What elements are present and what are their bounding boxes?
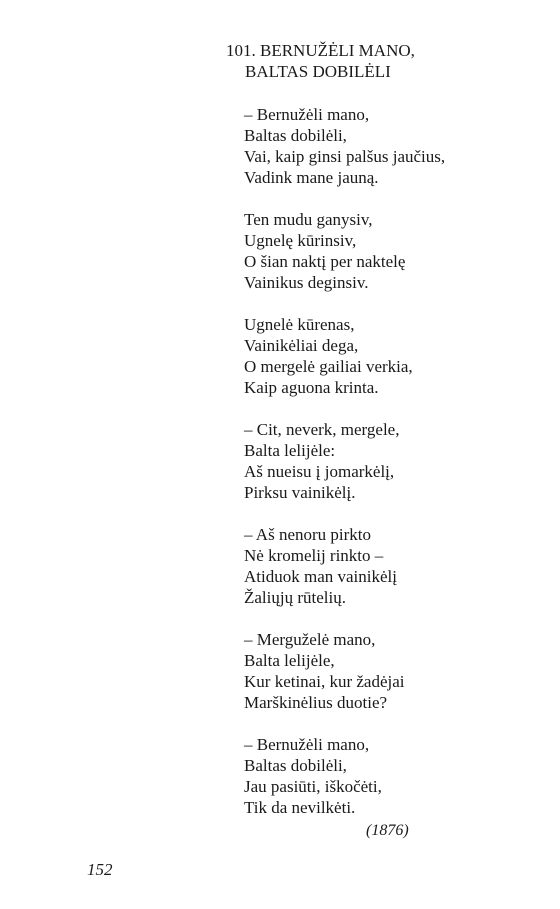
verse-line: Vainikus deginsiv. — [244, 273, 369, 292]
verse-line: Ten mudu ganysiv, — [244, 210, 373, 229]
stanza-1 — [244, 104, 445, 188]
stanza-2 — [244, 209, 445, 293]
verse-line: Baltas dobilėli, — [244, 126, 347, 145]
verse-line: Nė kromelij rinkto – — [244, 546, 384, 565]
verse-line: – Merguželė mano, — [244, 630, 376, 649]
verse-line: – Cit, neverk, mergele, — [244, 420, 400, 439]
verse-line: Atiduok man vainikėlį — [244, 567, 397, 586]
poem-title — [226, 40, 415, 82]
stanza-3 — [244, 314, 445, 398]
verse-line: Žaliųjų rūtelių. — [244, 588, 346, 607]
page-number: 152 — [87, 860, 113, 879]
verse-line: Ugnelė kūrenas, — [244, 315, 355, 334]
verse-line: O mergelė gailiai verkia, — [244, 357, 413, 376]
stanza-6 — [244, 629, 445, 713]
verse-line: – Aš nenoru pirkto — [244, 525, 372, 544]
poem-year: (1876) — [366, 822, 409, 839]
verse-line: – Bernužėli mano, — [244, 105, 370, 124]
verse-line: Balta lelijėle: — [244, 441, 336, 460]
stanza-4 — [244, 419, 445, 503]
stanza-5 — [244, 524, 445, 608]
stanza-7 — [244, 734, 445, 818]
verse-line: O šian naktį per naktelę — [244, 252, 406, 271]
poem-title-line-2: BALTAS DOBILĖLI — [245, 62, 391, 81]
verse-line: Kaip aguona krinta. — [244, 378, 379, 397]
verse-line: – Bernužėli mano, — [244, 735, 370, 754]
verse-line: Vadink mane jauną. — [244, 168, 379, 187]
verse-line: Tik da nevilkėti. — [244, 798, 356, 817]
verse-line: Vainikėliai dega, — [244, 336, 359, 355]
verse-line: Pirksu vainikėlį. — [244, 483, 356, 502]
verse-line: Balta lelijėle, — [244, 651, 335, 670]
verse-line: Marškinėlius duotie? — [244, 693, 388, 712]
verse-line: Baltas dobilėli, — [244, 756, 347, 775]
poem-title-line-1: 101. BERNUŽĖLI MANO, — [226, 41, 415, 60]
verse-line: Kur ketinai, kur žadėjai — [244, 672, 405, 691]
verse-line: Vai, kaip ginsi palšus jaučius, — [244, 147, 446, 166]
verse-line: Jau pasiūti, iškočėti, — [244, 777, 382, 796]
verse-line: Ugnelę kūrinsiv, — [244, 231, 357, 250]
verse-line: Aš nueisu į jomarkėlį, — [244, 462, 395, 481]
poem-body — [244, 104, 445, 839]
